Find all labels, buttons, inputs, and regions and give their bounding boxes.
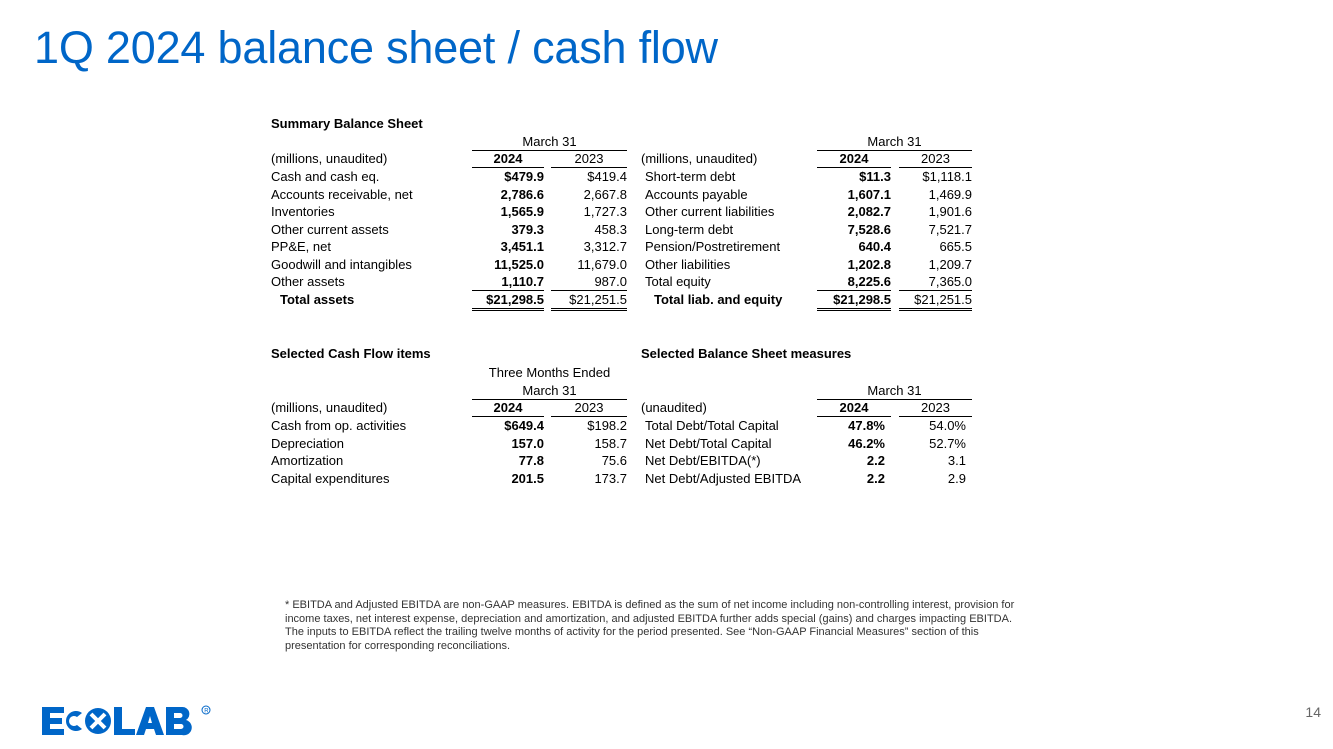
total-2024: $21,298.5 [486, 291, 544, 307]
value-2023: 1,901.6 [928, 204, 972, 219]
total-2023: $21,251.5 [569, 291, 627, 307]
row-label: Cash and cash eq. [271, 169, 380, 184]
value-2023: 54.0% [929, 418, 966, 433]
value-2024: 2.2 [866, 453, 885, 468]
balance-sheet-heading: Summary Balance Sheet [271, 116, 423, 131]
ecolab-logo-svg [40, 703, 220, 739]
row-label: Total equity [645, 274, 711, 289]
value-2024: 3,451.1 [500, 239, 544, 254]
cf-period-label-2: March 31 [522, 383, 577, 398]
value-2023: 3,312.7 [583, 239, 627, 254]
row-label: Net Debt/Total Capital [645, 435, 772, 451]
row-label: Accounts payable [645, 186, 748, 202]
value-2024: 640.4 [858, 239, 891, 254]
value-2023: 665.5 [939, 239, 972, 254]
value-2024: 157.0 [511, 435, 544, 451]
value-2023: 7,521.7 [928, 221, 972, 237]
row-label: Inventories [271, 204, 335, 219]
total-2024: $21,298.5 [833, 291, 891, 307]
row-label: Accounts receivable, net [271, 186, 413, 202]
value-2024: 8,225.6 [847, 274, 891, 289]
value-2024: 47.8% [848, 418, 885, 433]
row-label: Goodwill and intangibles [271, 256, 412, 272]
row-label: PP&E, net [271, 239, 331, 254]
value-2024: 11,525.0 [494, 256, 544, 272]
value-2023: 3.1 [947, 453, 966, 468]
value-2024: $649.4 [504, 418, 544, 433]
svg-text:R: R [204, 708, 209, 715]
right-col-2024: 2024 [839, 151, 869, 166]
value-2023: $198.2 [587, 418, 627, 433]
left-unit-label: (millions, unaudited) [271, 151, 388, 166]
value-2024: 379.3 [511, 221, 544, 237]
value-2023: 1,727.3 [583, 204, 627, 219]
value-2023: $1,118.1 [922, 169, 972, 184]
cf-period-label-1: Three Months Ended [488, 365, 611, 380]
measures-heading: Selected Balance Sheet measures [641, 346, 852, 361]
value-2024: $479.9 [504, 169, 544, 184]
measures-col-2023: 2023 [921, 400, 950, 415]
value-2024: 1,110.7 [501, 274, 544, 289]
row-label: Cash from op. activities [271, 418, 407, 433]
cash-flow-heading: Selected Cash Flow items [271, 346, 431, 361]
row-label: Pension/Postretirement [645, 239, 781, 254]
row-label: Depreciation [271, 435, 344, 451]
row-label: Amortization [271, 453, 344, 468]
cf-col-2024: 2024 [493, 400, 523, 415]
value-2024: 2,082.7 [847, 204, 891, 219]
footnote: * EBITDA and Adjusted EBITDA are non-GAAP measures. EBITDA is defined as the sum of net income including non-controlling interest, provision for income taxes, net interest expense, depreciation and amortization, and adjusted EBITDA further adds special (gains) and charges impacting EBITDA. The inputs to EBITDA reflect the trailing twelve months of activity for the period presented. See “Non-GAAP Financial Measures” section of this presentation for corresponding reconciliations. [285, 599, 1015, 652]
left-col-2024: 2024 [493, 151, 523, 166]
total-double-line [472, 308, 544, 311]
value-2024: 2.2 [866, 470, 885, 486]
right-period-label: March 31 [867, 134, 922, 149]
value-2024: $11.3 [859, 169, 891, 184]
value-2023: 1,469.9 [928, 186, 972, 202]
value-2023: 173.7 [594, 470, 627, 486]
right-col-2023: 2023 [921, 151, 950, 166]
value-2023: 458.3 [594, 221, 627, 237]
row-label: Net Debt/EBITDA(*) [645, 453, 761, 468]
value-2023: 52.7% [929, 435, 966, 451]
measures-unit-label: (unaudited) [641, 400, 707, 415]
cf-unit-label: (millions, unaudited) [271, 400, 388, 415]
total-label: Total liab. and equity [654, 291, 783, 307]
left-period-label: March 31 [522, 134, 577, 149]
value-2023: 2.9 [947, 470, 966, 486]
ecolab-logo [40, 703, 220, 739]
value-2023: 11,679.0 [577, 256, 627, 272]
value-2024: 201.5 [511, 470, 544, 486]
value-2023: 7,365.0 [928, 274, 972, 289]
row-label: Other current liabilities [645, 204, 775, 219]
row-label: Long-term debt [645, 221, 734, 237]
total-double-line [817, 308, 891, 311]
page-number: 14 [1305, 704, 1321, 720]
total-label: Total assets [280, 291, 355, 307]
value-2023: 1,209.7 [928, 256, 972, 272]
total-double-line [551, 308, 627, 311]
total-double-line [899, 308, 972, 311]
page-title: 1Q 2024 balance sheet / cash flow [34, 22, 718, 73]
value-2024: 1,607.1 [847, 186, 891, 202]
value-2023: 987.0 [594, 274, 627, 289]
measures-period-label: March 31 [867, 383, 922, 398]
measures-col-2024: 2024 [839, 400, 869, 415]
left-col-2023: 2023 [574, 151, 604, 166]
value-2023: 158.7 [594, 435, 627, 451]
value-2024: 1,202.8 [847, 256, 891, 272]
value-2024: 1,565.9 [500, 204, 544, 219]
row-label: Other liabilities [645, 256, 731, 272]
value-2024: 77.8 [518, 453, 544, 468]
row-label: Capital expenditures [271, 470, 390, 486]
row-label: Total Debt/Total Capital [645, 418, 779, 433]
row-label: Net Debt/Adjusted EBITDA [645, 470, 802, 486]
total-2023: $21,251.5 [914, 291, 972, 307]
value-2024: 7,528.6 [847, 221, 891, 237]
value-2023: $419.4 [587, 169, 627, 184]
value-2023: 75.6 [601, 453, 627, 468]
row-label: Short-term debt [645, 169, 736, 184]
row-label: Other assets [271, 274, 345, 289]
value-2023: 2,667.8 [583, 186, 627, 202]
right-unit-label: (millions, unaudited) [641, 151, 758, 166]
value-2024: 46.2% [848, 435, 885, 451]
cf-col-2023: 2023 [574, 400, 604, 415]
row-label: Other current assets [271, 221, 389, 237]
value-2024: 2,786.6 [500, 186, 544, 202]
